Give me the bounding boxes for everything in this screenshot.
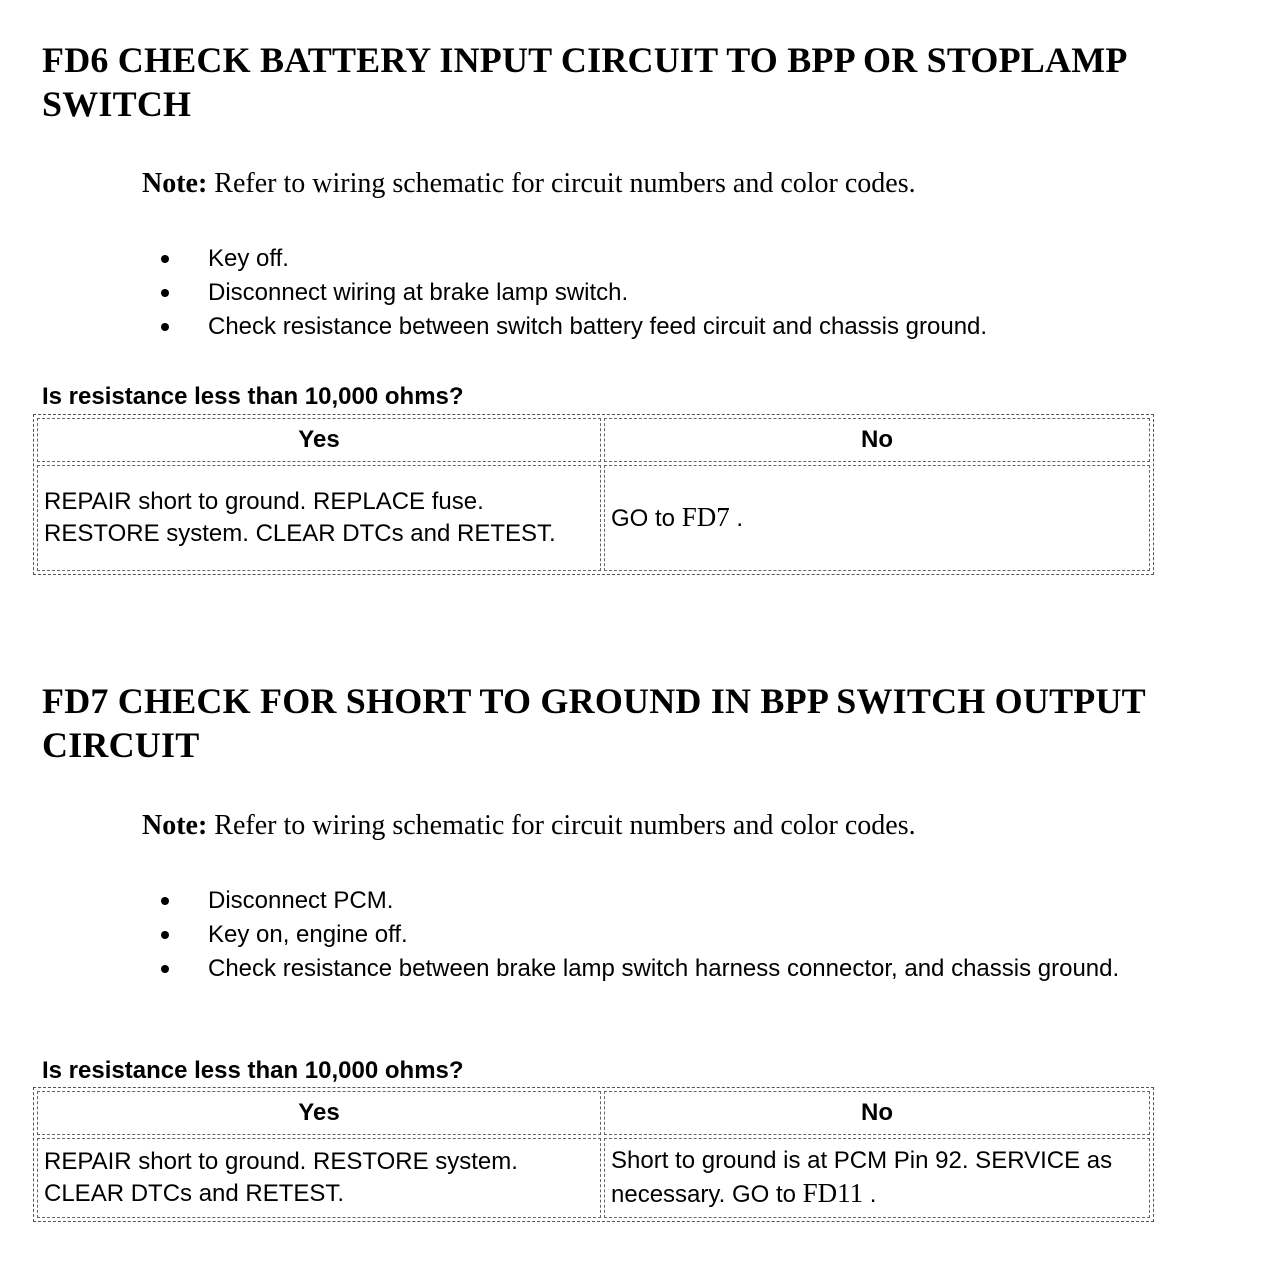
list-item: Disconnect wiring at brake lamp switch. xyxy=(0,277,1264,309)
bullet-icon xyxy=(161,931,169,939)
no-cell: GO to FD7 . xyxy=(604,465,1150,571)
yes-cell: REPAIR short to ground. RESTORE system. CLEAR DTCs and RETEST. xyxy=(37,1138,601,1218)
list-item: Check resistance between brake lamp switch harness connector, and chassis ground. xyxy=(0,953,1264,985)
fd11-link[interactable]: FD11 xyxy=(802,1178,864,1208)
note-label: Note: xyxy=(142,810,208,841)
bullet-icon xyxy=(161,323,169,331)
fd7-link[interactable]: FD7 xyxy=(681,502,730,532)
no-header: No xyxy=(604,1091,1150,1135)
question: Is resistance less than 10,000 ohms? xyxy=(42,1057,464,1084)
table-row xyxy=(37,465,1150,571)
yes-header: Yes xyxy=(37,1091,601,1135)
note-label: Note: xyxy=(142,168,208,199)
list-item: Disconnect PCM. xyxy=(0,885,1264,917)
list-item: Check resistance between switch battery feed circuit and chassis ground. xyxy=(0,311,1264,343)
step-list xyxy=(0,885,1264,987)
question: Is resistance less than 10,000 ohms? xyxy=(42,383,464,410)
list-item: Key off. xyxy=(0,243,1264,275)
result-table xyxy=(33,1087,1154,1222)
note-text: Refer to wiring schematic for circuit numbers and color codes. xyxy=(214,168,916,199)
list-item: Key on, engine off. xyxy=(0,919,1264,951)
note-text: Refer to wiring schematic for circuit numbers and color codes. xyxy=(214,810,916,841)
result-table xyxy=(33,414,1154,575)
bullet-icon xyxy=(161,255,169,263)
bullet-icon xyxy=(161,965,169,973)
yes-header: Yes xyxy=(37,418,601,462)
table-header-row xyxy=(37,418,1150,462)
table-row xyxy=(37,1138,1150,1218)
bullet-icon xyxy=(161,897,169,905)
section-heading: FD7 CHECK FOR SHORT TO GROUND IN BPP SWITCH OUTPUT CIRCUIT xyxy=(42,681,1146,765)
bullet-icon xyxy=(161,289,169,297)
section-heading: FD6 CHECK BATTERY INPUT CIRCUIT TO BPP OR STOPLAMP SWITCH xyxy=(42,40,1126,124)
no-header: No xyxy=(604,418,1150,462)
no-cell: Short to ground is at PCM Pin 92. SERVICE as necessary. GO to FD11 . xyxy=(604,1138,1150,1218)
note xyxy=(142,168,916,200)
yes-cell: REPAIR short to ground. REPLACE fuse. RESTORE system. CLEAR DTCs and RETEST. xyxy=(37,465,601,571)
step-list xyxy=(0,243,1264,345)
table-header-row xyxy=(37,1091,1150,1135)
note xyxy=(142,810,916,842)
